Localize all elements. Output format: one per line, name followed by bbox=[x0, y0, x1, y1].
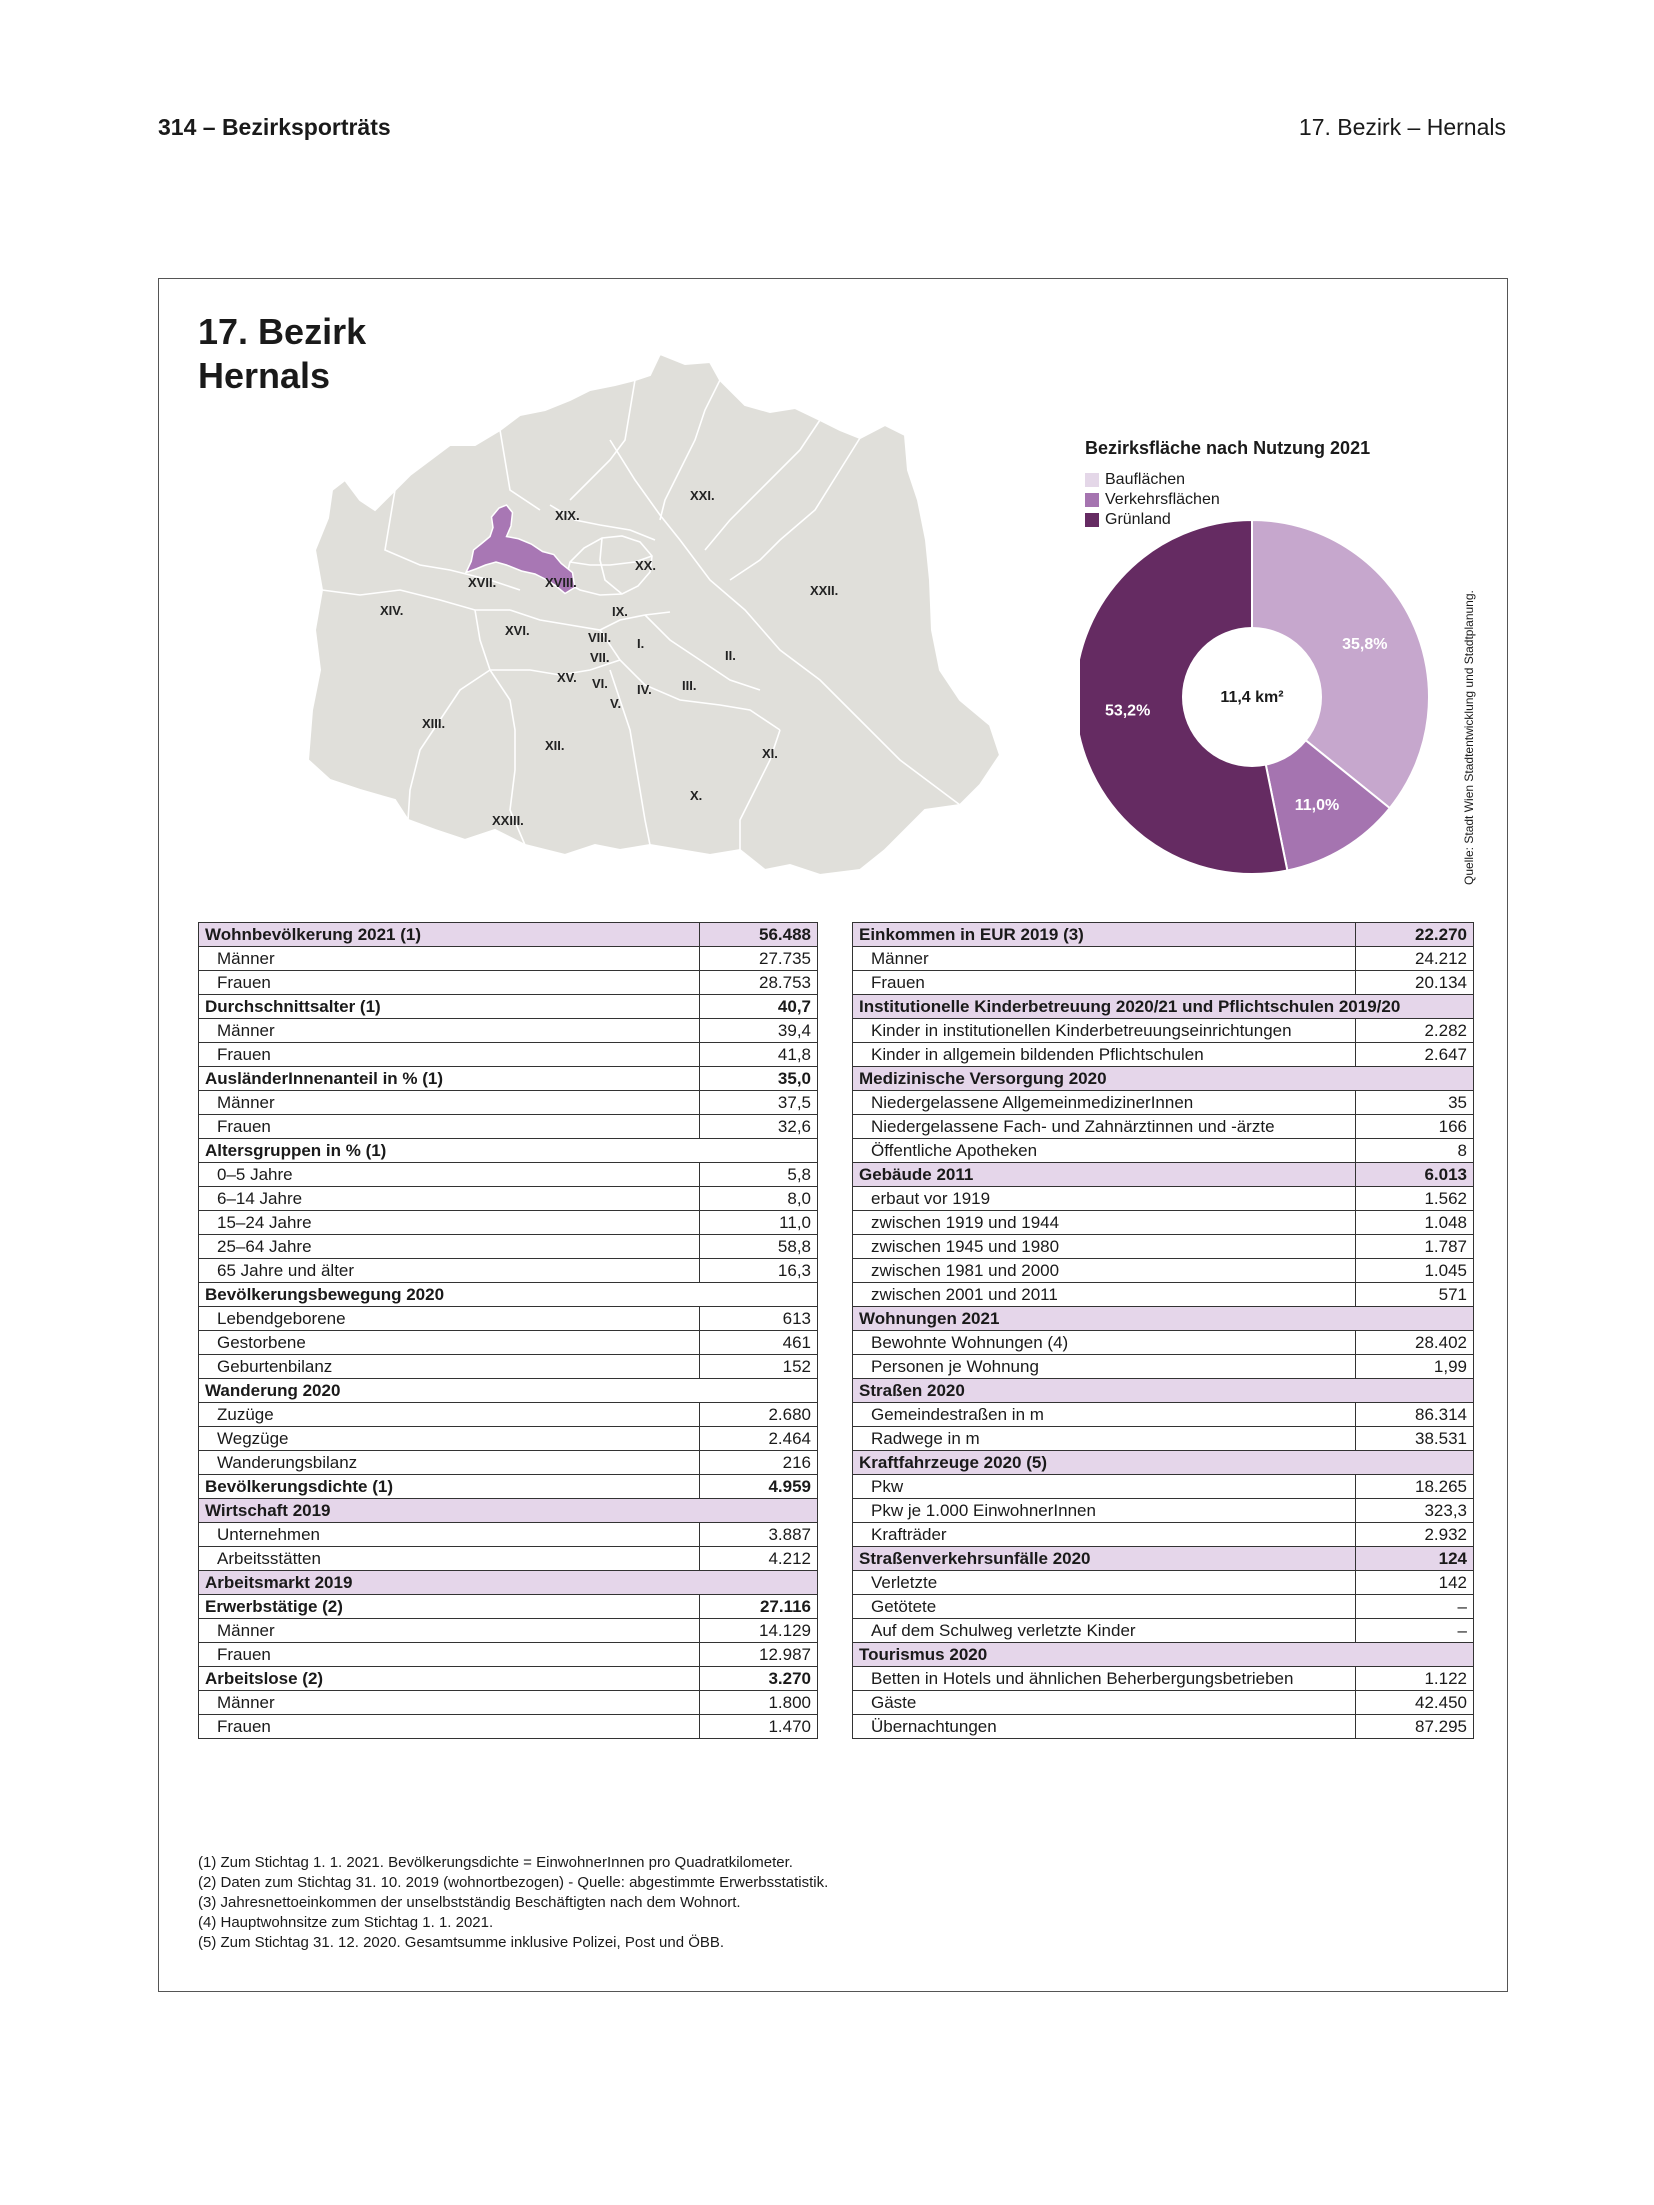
row-value: 35,0 bbox=[700, 1067, 818, 1091]
table-row bbox=[199, 923, 818, 947]
table-row bbox=[853, 1115, 1474, 1139]
table-row bbox=[199, 1211, 818, 1235]
legend-item-bauflaechen bbox=[1085, 470, 1220, 490]
row-label: Altersgruppen in % (1) bbox=[199, 1139, 818, 1163]
table-row bbox=[199, 1067, 818, 1091]
row-label: Wohnbevölkerung 2021 (1) bbox=[199, 923, 700, 947]
legend-label-gruenland: Grünland bbox=[1105, 511, 1171, 528]
row-label: Frauen bbox=[199, 1043, 700, 1067]
label-xxiii: XXIII. bbox=[492, 813, 524, 828]
table-row bbox=[853, 1523, 1474, 1547]
row-label: Kraftfahrzeuge 2020 (5) bbox=[853, 1451, 1474, 1475]
vienna-district-map bbox=[300, 350, 1000, 880]
row-value: 16,3 bbox=[700, 1259, 818, 1283]
label-i: I. bbox=[637, 636, 645, 651]
table-row bbox=[199, 1163, 818, 1187]
footnote: (1) Zum Stichtag 1. 1. 2021. Bevölkerungsdichte = EinwohnerInnen pro Quadratkilometer. bbox=[198, 1854, 793, 1871]
row-label: Pkw je 1.000 EinwohnerInnen bbox=[853, 1499, 1356, 1523]
row-value: 42.450 bbox=[1356, 1691, 1474, 1715]
table-row bbox=[853, 1067, 1474, 1091]
row-label: Straßen 2020 bbox=[853, 1379, 1474, 1403]
table-row bbox=[853, 1403, 1474, 1427]
row-value: 18.265 bbox=[1356, 1475, 1474, 1499]
table-row bbox=[853, 1499, 1474, 1523]
land-use-donut-chart bbox=[1080, 520, 1460, 890]
chart-title: Bezirksfläche nach Nutzung 2021 bbox=[1085, 438, 1371, 458]
row-value: 571 bbox=[1356, 1283, 1474, 1307]
row-label: Pkw bbox=[853, 1475, 1356, 1499]
table-row bbox=[199, 1715, 818, 1739]
table-row bbox=[853, 1283, 1474, 1307]
row-value: 35 bbox=[1356, 1091, 1474, 1115]
row-value: 1.562 bbox=[1356, 1187, 1474, 1211]
table-row bbox=[199, 1139, 818, 1163]
row-label: Personen je Wohnung bbox=[853, 1355, 1356, 1379]
row-value: 166 bbox=[1356, 1115, 1474, 1139]
row-label: Wirtschaft 2019 bbox=[199, 1499, 818, 1523]
row-value: – bbox=[1356, 1595, 1474, 1619]
table-row bbox=[199, 1667, 818, 1691]
table-row bbox=[199, 1451, 818, 1475]
label-xiii: XIII. bbox=[422, 716, 446, 731]
row-label: Institutionelle Kinderbetreuung 2020/21 und Pflichtschulen 2019/20 bbox=[853, 995, 1474, 1019]
table-row bbox=[853, 1715, 1474, 1739]
row-value: 32,6 bbox=[700, 1115, 818, 1139]
label-iii: III. bbox=[682, 678, 697, 693]
row-label: Unternehmen bbox=[199, 1523, 700, 1547]
row-label: Radwege in m bbox=[853, 1427, 1356, 1451]
row-value: 5,8 bbox=[700, 1163, 818, 1187]
row-value: 1.122 bbox=[1356, 1667, 1474, 1691]
table-row bbox=[199, 1619, 818, 1643]
row-label: zwischen 1945 und 1980 bbox=[853, 1235, 1356, 1259]
table-row bbox=[199, 1091, 818, 1115]
row-value: 41,8 bbox=[700, 1043, 818, 1067]
row-value: 216 bbox=[700, 1451, 818, 1475]
label-vii: VII. bbox=[590, 650, 610, 665]
row-label: zwischen 1919 und 1944 bbox=[853, 1211, 1356, 1235]
row-value: 4.959 bbox=[700, 1475, 818, 1499]
table-row bbox=[853, 1379, 1474, 1403]
table-row bbox=[199, 1331, 818, 1355]
row-label: Auf dem Schulweg verletzte Kinder bbox=[853, 1619, 1356, 1643]
table-row bbox=[853, 1259, 1474, 1283]
row-label: Männer bbox=[199, 1091, 700, 1115]
table-row bbox=[853, 1091, 1474, 1115]
table-row bbox=[853, 1547, 1474, 1571]
row-value: 2.680 bbox=[700, 1403, 818, 1427]
footnote: (4) Hauptwohnsitze zum Stichtag 1. 1. 2021. bbox=[198, 1914, 494, 1931]
row-label: Geburtenbilanz bbox=[199, 1355, 700, 1379]
row-value: 2.464 bbox=[700, 1427, 818, 1451]
legend-swatch-bauflaechen bbox=[1085, 473, 1099, 487]
table-row bbox=[199, 1283, 818, 1307]
row-value: 1.470 bbox=[700, 1715, 818, 1739]
row-value: 86.314 bbox=[1356, 1403, 1474, 1427]
running-header-right: 17. Bezirk – Hernals bbox=[1298, 114, 1506, 140]
row-label: Kinder in allgemein bildenden Pflichtschulen bbox=[853, 1043, 1356, 1067]
donut-data-label: 11,0% bbox=[1294, 796, 1340, 814]
table-row bbox=[199, 1187, 818, 1211]
row-label: Männer bbox=[199, 1691, 700, 1715]
donut-data-label: 35,8% bbox=[1342, 636, 1388, 654]
table-row bbox=[199, 1235, 818, 1259]
row-label: Betten in Hotels und ähnlichen Beherbergungsbetrieben bbox=[853, 1667, 1356, 1691]
row-label: Niedergelassene AllgemeinmedizinerInnen bbox=[853, 1091, 1356, 1115]
row-label: Tourismus 2020 bbox=[853, 1643, 1474, 1667]
row-value: 8,0 bbox=[700, 1187, 818, 1211]
row-label: Niedergelassene Fach- und Zahnärztinnen und -ärzte bbox=[853, 1115, 1356, 1139]
source-note: Quelle: Stadt Wien Stadtentwicklung und Stadtplanung. bbox=[1462, 590, 1476, 885]
table-row bbox=[853, 947, 1474, 971]
table-row bbox=[853, 923, 1474, 947]
table-row bbox=[853, 1235, 1474, 1259]
row-label: 0–5 Jahre bbox=[199, 1163, 700, 1187]
running-header-left: 314 – Bezirksporträts bbox=[158, 114, 391, 140]
row-value: 2.282 bbox=[1356, 1019, 1474, 1043]
table-row bbox=[853, 1667, 1474, 1691]
label-vi: VI. bbox=[592, 676, 608, 691]
row-label: Arbeitsmarkt 2019 bbox=[199, 1571, 818, 1595]
table-row bbox=[853, 1475, 1474, 1499]
row-value: 2.647 bbox=[1356, 1043, 1474, 1067]
row-value: 11,0 bbox=[700, 1211, 818, 1235]
row-label: Öffentliche Apotheken bbox=[853, 1139, 1356, 1163]
row-value: 28.753 bbox=[700, 971, 818, 995]
table-row bbox=[199, 1571, 818, 1595]
row-label: Medizinische Versorgung 2020 bbox=[853, 1067, 1474, 1091]
row-value: 6.013 bbox=[1356, 1163, 1474, 1187]
row-label: Bewohnte Wohnungen (4) bbox=[853, 1331, 1356, 1355]
row-label: Wanderung 2020 bbox=[199, 1379, 818, 1403]
label-xix: XIX. bbox=[555, 508, 580, 523]
row-label: Krafträder bbox=[853, 1523, 1356, 1547]
row-value: 2.932 bbox=[1356, 1523, 1474, 1547]
label-xxi: XXI. bbox=[690, 488, 715, 503]
row-label: Frauen bbox=[853, 971, 1356, 995]
row-label: Bevölkerungsdichte (1) bbox=[199, 1475, 700, 1499]
table-row bbox=[853, 1139, 1474, 1163]
table-row bbox=[199, 1019, 818, 1043]
footnotes bbox=[198, 1853, 828, 1953]
label-x: X. bbox=[690, 788, 703, 803]
row-label: 6–14 Jahre bbox=[199, 1187, 700, 1211]
label-xi: XI. bbox=[762, 746, 778, 761]
title-line-1: 17. Bezirk bbox=[198, 311, 367, 352]
row-value: 39,4 bbox=[700, 1019, 818, 1043]
row-label: Frauen bbox=[199, 1115, 700, 1139]
donut-center-label: 11,4 km² bbox=[1220, 689, 1284, 706]
row-label: Frauen bbox=[199, 1643, 700, 1667]
table-row bbox=[853, 1043, 1474, 1067]
table-row bbox=[853, 995, 1474, 1019]
row-label: Getötete bbox=[853, 1595, 1356, 1619]
table-row bbox=[199, 1427, 818, 1451]
table-row bbox=[853, 1211, 1474, 1235]
row-value: 323,3 bbox=[1356, 1499, 1474, 1523]
row-label: Gemeindestraßen in m bbox=[853, 1403, 1356, 1427]
title-line-2: Hernals bbox=[198, 355, 331, 396]
table-row bbox=[199, 1259, 818, 1283]
table-row bbox=[199, 947, 818, 971]
row-value: 3.887 bbox=[700, 1523, 818, 1547]
label-xx: XX. bbox=[635, 558, 656, 573]
table-row bbox=[199, 1115, 818, 1139]
table-row bbox=[199, 1355, 818, 1379]
legend-swatch-verkehrsflaechen bbox=[1085, 493, 1099, 507]
table-row bbox=[853, 1307, 1474, 1331]
legend-label-bauflaechen: Bauflächen bbox=[1105, 471, 1186, 488]
row-value: 1.787 bbox=[1356, 1235, 1474, 1259]
row-value: – bbox=[1356, 1619, 1474, 1643]
row-label: Männer bbox=[199, 1019, 700, 1043]
stats-table-right bbox=[852, 922, 1474, 1739]
table-row bbox=[853, 1643, 1474, 1667]
row-label: 15–24 Jahre bbox=[199, 1211, 700, 1235]
table-row bbox=[853, 1019, 1474, 1043]
footnote: (2) Daten zum Stichtag 31. 10. 2019 (wohnortbezogen) - Quelle: abgestimmte Erwerbsstatistik. bbox=[198, 1874, 829, 1891]
row-value: 142 bbox=[1356, 1571, 1474, 1595]
row-value: 14.129 bbox=[700, 1619, 818, 1643]
row-value: 28.402 bbox=[1356, 1331, 1474, 1355]
row-label: Männer bbox=[199, 1619, 700, 1643]
table-row bbox=[199, 1643, 818, 1667]
table-row bbox=[199, 1691, 818, 1715]
table-row bbox=[853, 971, 1474, 995]
label-viii: VIII. bbox=[588, 630, 612, 645]
row-label: Gebäude 2011 bbox=[853, 1163, 1356, 1187]
row-value: 22.270 bbox=[1356, 923, 1474, 947]
row-label: Straßenverkehrsunfälle 2020 bbox=[853, 1547, 1356, 1571]
row-label: Gestorbene bbox=[199, 1331, 700, 1355]
row-value: 20.134 bbox=[1356, 971, 1474, 995]
table-row bbox=[199, 1547, 818, 1571]
label-xii: XII. bbox=[545, 738, 565, 753]
row-label: Einkommen in EUR 2019 (3) bbox=[853, 923, 1356, 947]
table-row bbox=[199, 995, 818, 1019]
table-row bbox=[853, 1691, 1474, 1715]
table-row bbox=[853, 1595, 1474, 1619]
label-xvi: XVI. bbox=[505, 623, 530, 638]
row-value: 613 bbox=[700, 1307, 818, 1331]
row-value: 12.987 bbox=[700, 1643, 818, 1667]
row-label: Frauen bbox=[199, 971, 700, 995]
table-row bbox=[853, 1355, 1474, 1379]
row-label: Lebendgeborene bbox=[199, 1307, 700, 1331]
row-value: 58,8 bbox=[700, 1235, 818, 1259]
row-value: 3.270 bbox=[700, 1667, 818, 1691]
row-value: 124 bbox=[1356, 1547, 1474, 1571]
footnote: (3) Jahresnettoeinkommen der unselbstständig Beschäftigten nach dem Wohnort. bbox=[198, 1894, 741, 1911]
row-value: 1.800 bbox=[700, 1691, 818, 1715]
table-row bbox=[199, 1043, 818, 1067]
table-row bbox=[199, 971, 818, 995]
label-xvii: XVII. bbox=[468, 575, 497, 590]
label-v: V. bbox=[610, 696, 622, 711]
table-row bbox=[853, 1619, 1474, 1643]
row-value: 1.045 bbox=[1356, 1259, 1474, 1283]
row-label: Wanderungsbilanz bbox=[199, 1451, 700, 1475]
stats-table-left bbox=[198, 922, 818, 1739]
row-label: Zuzüge bbox=[199, 1403, 700, 1427]
row-value: 1,99 bbox=[1356, 1355, 1474, 1379]
table-row bbox=[199, 1523, 818, 1547]
footnote: (5) Zum Stichtag 31. 12. 2020. Gesamtsumme inklusive Polizei, Post und ÖBB. bbox=[198, 1934, 725, 1951]
row-value: 56.488 bbox=[700, 923, 818, 947]
row-label: Wegzüge bbox=[199, 1427, 700, 1451]
row-label: zwischen 1981 und 2000 bbox=[853, 1259, 1356, 1283]
label-xiv: XIV. bbox=[380, 603, 404, 618]
row-value: 152 bbox=[700, 1355, 818, 1379]
label-xxii: XXII. bbox=[810, 583, 839, 598]
table-row bbox=[853, 1187, 1474, 1211]
row-value: 4.212 bbox=[700, 1547, 818, 1571]
row-label: Arbeitslose (2) bbox=[199, 1667, 700, 1691]
table-row bbox=[853, 1427, 1474, 1451]
row-label: Frauen bbox=[199, 1715, 700, 1739]
row-label: erbaut vor 1919 bbox=[853, 1187, 1356, 1211]
row-label: Übernachtungen bbox=[853, 1715, 1356, 1739]
row-label: 65 Jahre und älter bbox=[199, 1259, 700, 1283]
table-row bbox=[199, 1379, 818, 1403]
table-row bbox=[199, 1307, 818, 1331]
row-label: 25–64 Jahre bbox=[199, 1235, 700, 1259]
row-value: 27.116 bbox=[700, 1595, 818, 1619]
row-value: 40,7 bbox=[700, 995, 818, 1019]
row-label: Männer bbox=[199, 947, 700, 971]
row-label: Durchschnittsalter (1) bbox=[199, 995, 700, 1019]
table-row bbox=[199, 1475, 818, 1499]
legend-item-verkehrsflaechen bbox=[1085, 490, 1220, 510]
row-label: Verletzte bbox=[853, 1571, 1356, 1595]
table-row bbox=[199, 1403, 818, 1427]
legend-label-verkehrsflaechen: Verkehrsflächen bbox=[1105, 491, 1220, 508]
row-value: 1.048 bbox=[1356, 1211, 1474, 1235]
table-row bbox=[853, 1571, 1474, 1595]
row-label: zwischen 2001 und 2011 bbox=[853, 1283, 1356, 1307]
row-value: 87.295 bbox=[1356, 1715, 1474, 1739]
table-row bbox=[199, 1595, 818, 1619]
donut-data-label: 53,2% bbox=[1104, 702, 1151, 720]
row-value: 27.735 bbox=[700, 947, 818, 971]
row-value: 8 bbox=[1356, 1139, 1474, 1163]
table-row bbox=[853, 1331, 1474, 1355]
row-label: Wohnungen 2021 bbox=[853, 1307, 1474, 1331]
row-label: Erwerbstätige (2) bbox=[199, 1595, 700, 1619]
row-label: Männer bbox=[853, 947, 1356, 971]
label-xv: XV. bbox=[557, 670, 577, 685]
row-label: AusländerInnenanteil in % (1) bbox=[199, 1067, 700, 1091]
label-iv: IV. bbox=[637, 682, 652, 697]
table-row bbox=[199, 1499, 818, 1523]
row-value: 38.531 bbox=[1356, 1427, 1474, 1451]
table-row bbox=[853, 1163, 1474, 1187]
row-label: Kinder in institutionellen Kinderbetreuungseinrichtungen bbox=[853, 1019, 1356, 1043]
row-value: 37,5 bbox=[700, 1091, 818, 1115]
row-label: Gäste bbox=[853, 1691, 1356, 1715]
row-value: 24.212 bbox=[1356, 947, 1474, 971]
row-label: Arbeitsstätten bbox=[199, 1547, 700, 1571]
label-ix: IX. bbox=[612, 604, 628, 619]
label-xviii: XVIII. bbox=[545, 575, 577, 590]
row-label: Bevölkerungsbewegung 2020 bbox=[199, 1283, 818, 1307]
row-value: 461 bbox=[700, 1331, 818, 1355]
label-ii: II. bbox=[725, 648, 736, 663]
table-row bbox=[853, 1451, 1474, 1475]
